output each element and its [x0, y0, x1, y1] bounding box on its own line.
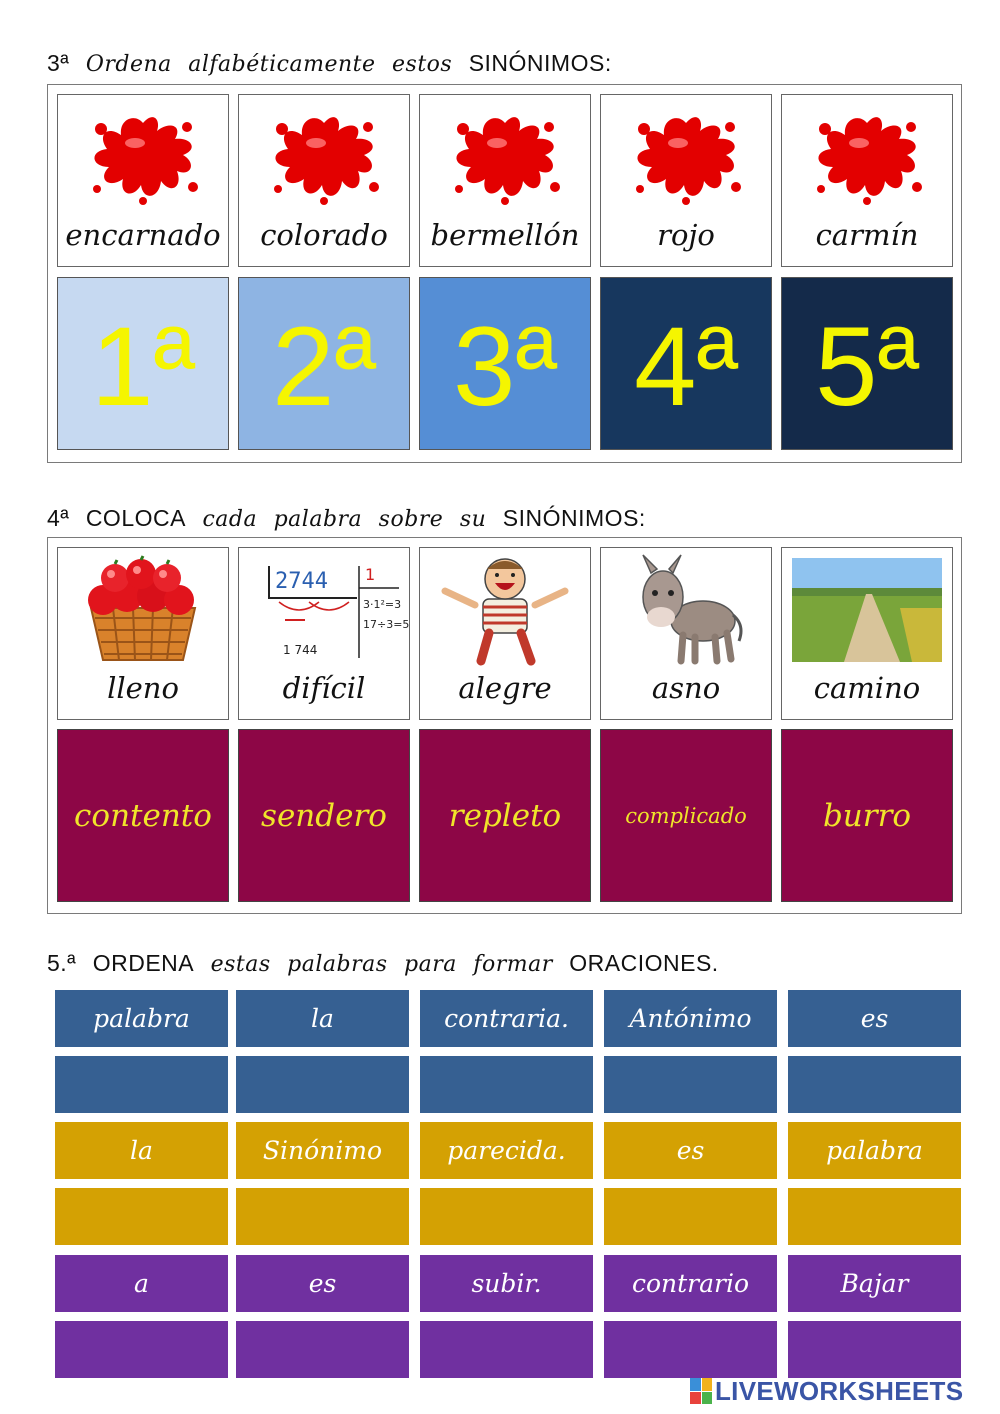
ordinal-tile[interactable] [238, 277, 410, 450]
ordinal-label: 5ª [815, 303, 919, 429]
synonym-tile[interactable] [600, 729, 772, 902]
logo-block [702, 1378, 713, 1391]
logo-block [702, 1392, 713, 1405]
section4-instruction-word: sobre [378, 507, 444, 532]
division-dividend: 2744 [275, 569, 328, 594]
image-card [781, 547, 953, 720]
answer-cell[interactable] [55, 1188, 228, 1245]
card-word: carmín [815, 218, 919, 252]
image-card [419, 547, 591, 720]
card-word: alegre [458, 671, 552, 705]
ordinal-label: 4ª [634, 303, 738, 429]
image-card [57, 547, 229, 720]
section4-number: 4ª [47, 505, 70, 531]
answer-cell[interactable] [236, 1321, 409, 1378]
section5-instruction-word: estas [210, 952, 271, 977]
word-cell[interactable]: parecida. [420, 1122, 593, 1179]
country-path-icon [782, 554, 952, 666]
word-cell[interactable]: Bajar [788, 1255, 961, 1312]
happy-boy-icon [420, 554, 590, 666]
answer-cell[interactable] [420, 1188, 593, 1245]
answer-cell[interactable] [604, 1056, 777, 1113]
word-cell[interactable]: es [604, 1122, 777, 1179]
section4-instruction-caps: SINÓNIMOS: [502, 505, 646, 531]
donkey-icon [601, 554, 771, 666]
word-cell[interactable]: es [236, 1255, 409, 1312]
red-paint-splash-icon [239, 101, 409, 213]
card-word: camino [813, 671, 921, 705]
ordinal-tile[interactable] [57, 277, 229, 450]
red-paint-splash-icon [782, 101, 952, 213]
word-cell[interactable]: contrario [604, 1255, 777, 1312]
image-card [238, 547, 410, 720]
division-divisor: 1 [365, 565, 376, 584]
card-word: colorado [260, 218, 388, 252]
division-step: 3·1²=3 [363, 598, 402, 611]
answer-cell[interactable] [236, 1188, 409, 1245]
ordinal-tile[interactable] [781, 277, 953, 450]
section4-instruction-word: su [459, 507, 487, 532]
word-cell[interactable]: palabra [788, 1122, 961, 1179]
ordinal-label: 3ª [453, 303, 557, 429]
math-division-icon [239, 554, 409, 666]
card-word: rojo [657, 218, 715, 252]
word-cell[interactable]: a [55, 1255, 228, 1312]
card-word: asno [651, 671, 721, 705]
word-cell[interactable]: Antónimo [604, 990, 777, 1047]
word-card [57, 94, 229, 267]
red-paint-splash-icon [58, 101, 228, 213]
answer-cell[interactable] [788, 1056, 961, 1113]
answer-cell[interactable] [788, 1321, 961, 1378]
section5-instruction-word: formar [473, 952, 553, 977]
word-card [419, 94, 591, 267]
word-card [238, 94, 410, 267]
answer-cell[interactable] [420, 1056, 593, 1113]
image-card [600, 547, 772, 720]
card-word: lleno [107, 671, 179, 705]
word-cell[interactable]: Sinónimo [236, 1122, 409, 1179]
section5-instruction-word: palabras [287, 952, 388, 977]
card-word: difícil [282, 671, 366, 705]
section5-heading [47, 950, 719, 977]
red-paint-splash-icon [601, 101, 771, 213]
division-step: 17÷3=5 [363, 618, 410, 631]
ordinal-label: 1ª [91, 303, 195, 429]
section5-instruction-caps: ORACIONES. [569, 950, 719, 976]
section4-instruction-word: palabra [273, 507, 363, 532]
section3-instruction-word: Ordena [85, 52, 172, 77]
section3-instruction-word: alfabéticamente [188, 52, 376, 77]
word-cell[interactable]: la [55, 1122, 228, 1179]
section3-heading [47, 50, 612, 77]
section5-instruction-caps: ORDENA [92, 950, 195, 976]
answer-cell[interactable] [604, 1321, 777, 1378]
logo-block [690, 1378, 701, 1391]
section4-instruction-word: cada [202, 507, 258, 532]
ordinal-tile[interactable] [600, 277, 772, 450]
liveworksheets-logo [690, 1376, 963, 1406]
ordinal-tile[interactable] [419, 277, 591, 450]
word-card [600, 94, 772, 267]
synonym-tile[interactable] [781, 729, 953, 902]
section3-panel [47, 84, 962, 463]
liveworksheets-logo-icon [690, 1378, 712, 1404]
synonym-word: burro [822, 797, 912, 834]
synonym-word: sendero [261, 797, 387, 834]
word-cell[interactable]: palabra [55, 990, 228, 1047]
word-cell[interactable]: contraria. [420, 990, 593, 1047]
division-remainder: 1 744 [283, 643, 318, 657]
synonym-word: complicado [625, 803, 747, 828]
word-card [781, 94, 953, 267]
apple-basket-icon [58, 554, 228, 666]
liveworksheets-brand: LIVEWORKSHEETS [715, 1375, 964, 1406]
red-paint-splash-icon [420, 101, 590, 213]
synonym-tile[interactable] [238, 729, 410, 902]
answer-cell[interactable] [55, 1321, 228, 1378]
section4-heading [47, 505, 646, 532]
section5-number: 5.ª [47, 950, 77, 976]
ordinal-label: 2ª [272, 303, 376, 429]
section4-panel [47, 537, 962, 914]
word-cell[interactable]: la [236, 990, 409, 1047]
answer-cell[interactable] [604, 1188, 777, 1245]
card-word: encarnado [65, 218, 221, 252]
section4-instruction-caps: COLOCA [85, 505, 186, 531]
section3-number: 3ª [47, 50, 70, 76]
answer-cell[interactable] [236, 1056, 409, 1113]
answer-cell[interactable] [420, 1321, 593, 1378]
section3-instruction-word: estos [392, 52, 453, 77]
synonym-tile[interactable] [419, 729, 591, 902]
section3-instruction-caps: SINÓNIMOS: [468, 50, 612, 76]
synonym-word: contento [74, 797, 212, 834]
synonym-tile[interactable] [57, 729, 229, 902]
section5-instruction-word: para [404, 952, 457, 977]
logo-block [690, 1392, 701, 1405]
answer-cell[interactable] [55, 1056, 228, 1113]
card-word: bermellón [430, 218, 580, 252]
synonym-word: repleto [448, 797, 562, 834]
word-cell[interactable]: subir. [420, 1255, 593, 1312]
answer-cell[interactable] [788, 1188, 961, 1245]
word-cell[interactable]: es [788, 990, 961, 1047]
